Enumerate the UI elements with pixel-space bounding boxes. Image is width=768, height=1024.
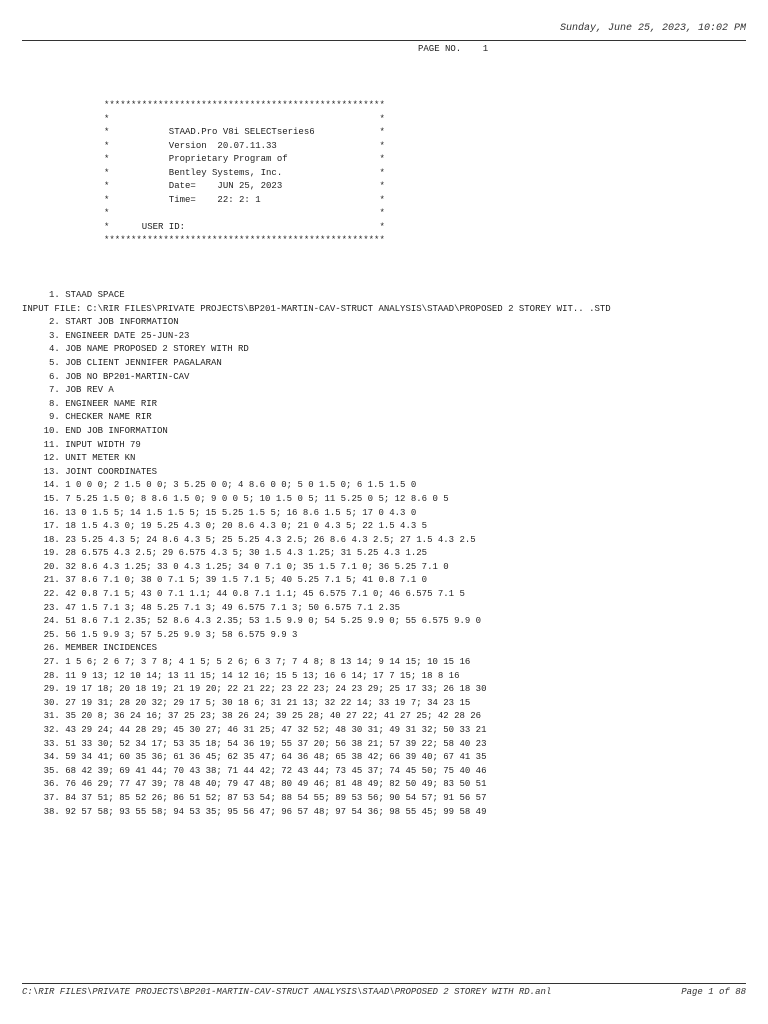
- listing-line: 13. JOINT COORDINATES: [22, 466, 158, 477]
- listing-line: 4. JOB NAME PROPOSED 2 STOREY WITH RD: [22, 344, 249, 355]
- listing-line: 19. 28 6.575 4.3 2.5; 29 6.575 4.3 5; 30 1.5 4.3 1.25; 31 5.25 4.3 1.25: [22, 548, 428, 559]
- footer-rule: [22, 983, 746, 984]
- banner-line: * STAAD.Pro V8i SELECTseries6 *: [104, 127, 385, 137]
- banner-line: * Proprietary Program of *: [104, 154, 385, 164]
- listing-line: 22. 42 0.8 7.1 5; 43 0 7.1 1.1; 44 0.8 7.1 1.1; 45 6.575 7.1 0; 46 6.575 7.1 5: [22, 589, 465, 600]
- listing-line: 20. 32 8.6 4.3 1.25; 33 0 4.3 1.25; 34 0 7.1 0; 35 1.5 7.1 0; 36 5.25 7.1 0: [22, 561, 449, 572]
- banner-line: * USER ID: *: [104, 221, 385, 232]
- banner-line: * Bentley Systems, Inc. *: [104, 167, 385, 178]
- listing-line: 27. 1 5 6; 2 6 7; 3 7 8; 4 1 5; 5 2 6; 6 3 7; 7 4 8; 8 13 14; 9 14 15; 10 15 16: [22, 657, 471, 668]
- listing-line: 18. 23 5.25 4.3 5; 24 8.6 4.3 5; 25 5.25 4.3 2.5; 26 8.6 4.3 2.5; 27 1.5 4.3 2.5: [22, 534, 476, 545]
- banner-line: * Date= JUN 25, 2023 *: [104, 181, 385, 191]
- listing-line: 35. 68 42 39; 69 41 44; 70 43 38; 71 44 42; 72 43 44; 73 45 37; 74 45 50; 75 40 46: [22, 765, 487, 776]
- header-datetime: Sunday, June 25, 2023, 10:02 PM: [559, 23, 746, 34]
- page-number: PAGE NO. 1: [418, 44, 489, 54]
- header-rule: [22, 40, 746, 41]
- listing-line: 31. 35 20 8; 36 24 16; 37 25 23; 38 26 24; 39 25 28; 40 27 22; 41 27 25; 42 28 26: [22, 711, 482, 722]
- listing-line: 38. 92 57 58; 93 55 58; 94 53 35; 95 56 47; 96 57 48; 97 54 36; 98 55 45; 99 58 49: [22, 806, 487, 817]
- listing-line: 9. CHECKER NAME RIR: [22, 412, 152, 423]
- listing-line: 8. ENGINEER NAME RIR: [22, 398, 158, 409]
- listing-line: 7. JOB REV A: [22, 385, 114, 396]
- listing-line: 25. 56 1.5 9.9 3; 57 5.25 9.9 3; 58 6.575 9.9 3: [22, 629, 298, 640]
- listing-line: 6. JOB NO BP201-MARTIN-CAV: [22, 371, 190, 382]
- listing-line: 36. 76 46 29; 77 47 39; 78 48 40; 79 47 48; 80 49 46; 81 48 49; 82 50 49; 83 50 51: [22, 779, 487, 790]
- listing-line: 2. START JOB INFORMATION: [22, 317, 179, 328]
- banner-line: ****************************************************: [104, 100, 385, 110]
- listing-line: 11. INPUT WIDTH 79: [22, 439, 141, 450]
- banner-line: * Time= 22: 2: 1 *: [104, 194, 385, 205]
- banner-line: ****************************************************: [104, 235, 385, 245]
- listing-line: 14. 1 0 0 0; 2 1.5 0 0; 3 5.25 0 0; 4 8.6 0 0; 5 0 1.5 0; 6 1.5 1.5 0: [22, 480, 417, 491]
- listing-line: 12. UNIT METER KN: [22, 453, 136, 464]
- program-banner: [104, 99, 385, 248]
- listing-line: 26. MEMBER INCIDENCES: [22, 643, 158, 654]
- listing-line: 23. 47 1.5 7.1 3; 48 5.25 7.1 3; 49 6.575 7.1 3; 50 6.575 7.1 2.35: [22, 602, 401, 613]
- input-listing: [22, 289, 611, 819]
- listing-line: INPUT FILE: C:\RIR FILES\PRIVATE PROJECTS\BP201-MARTIN-CAV-STRUCT ANALYSIS\STAAD\PROPOSED 2 STOREY WIT.. .STD: [22, 303, 611, 314]
- banner-line: * *: [104, 113, 385, 124]
- listing-line: 5. JOB CLIENT JENNIFER PAGALARAN: [22, 357, 222, 368]
- footer-page-count: Page 1 of 88: [681, 987, 746, 997]
- banner-line: * Version 20.07.11.33 *: [104, 140, 385, 151]
- listing-line: 17. 18 1.5 4.3 0; 19 5.25 4.3 0; 20 8.6 4.3 0; 21 0 4.3 5; 22 1.5 4.3 5: [22, 521, 428, 532]
- listing-line: 29. 19 17 18; 20 18 19; 21 19 20; 22 21 22; 23 22 23; 24 23 29; 25 17 33; 26 18 30: [22, 684, 487, 695]
- listing-line: 1. STAAD SPACE: [22, 290, 125, 300]
- listing-line: 34. 59 34 41; 60 35 36; 61 36 45; 62 35 47; 64 36 48; 65 38 42; 66 39 40; 67 41 35: [22, 752, 487, 763]
- listing-line: 24. 51 8.6 7.1 2.35; 52 8.6 4.3 2.35; 53 1.5 9.9 0; 54 5.25 9.9 0; 55 6.575 9.9 0: [22, 616, 482, 627]
- listing-line: 16. 13 0 1.5 5; 14 1.5 1.5 5; 15 5.25 1.5 5; 16 8.6 1.5 5; 17 0 4.3 0: [22, 507, 417, 518]
- listing-line: 21. 37 8.6 7.1 0; 38 0 7.1 5; 39 1.5 7.1 5; 40 5.25 7.1 5; 41 0.8 7.1 0: [22, 575, 428, 586]
- footer-file-path: C:\RIR FILES\PRIVATE PROJECTS\BP201-MARTIN-CAV-STRUCT ANALYSIS\STAAD\PROPOSED 2 STOREY WITH RD.anl: [22, 987, 552, 997]
- listing-line: 30. 27 19 31; 28 20 32; 29 17 5; 30 18 6; 31 21 13; 32 22 14; 33 19 7; 34 23 15: [22, 697, 471, 708]
- listing-line: 33. 51 33 30; 52 34 17; 53 35 18; 54 36 19; 55 37 20; 56 38 21; 57 39 22; 58 40 23: [22, 738, 487, 749]
- listing-line: 37. 84 37 51; 85 52 26; 86 51 52; 87 53 54; 88 54 55; 89 53 56; 90 54 57; 91 56 57: [22, 792, 487, 803]
- listing-line: 15. 7 5.25 1.5 0; 8 8.6 1.5 0; 9 0 0 5; 10 1.5 0 5; 11 5.25 0 5; 12 8.6 0 5: [22, 493, 449, 504]
- listing-line: 32. 43 29 24; 44 28 29; 45 30 27; 46 31 25; 47 32 52; 48 30 31; 49 31 32; 50 33 21: [22, 725, 487, 735]
- banner-line: * *: [104, 208, 385, 218]
- listing-line: 10. END JOB INFORMATION: [22, 425, 168, 436]
- listing-line: 28. 11 9 13; 12 10 14; 13 11 15; 14 12 16; 15 5 13; 16 6 14; 17 7 15; 18 8 16: [22, 670, 460, 681]
- listing-line: 3. ENGINEER DATE 25-JUN-23: [22, 330, 190, 341]
